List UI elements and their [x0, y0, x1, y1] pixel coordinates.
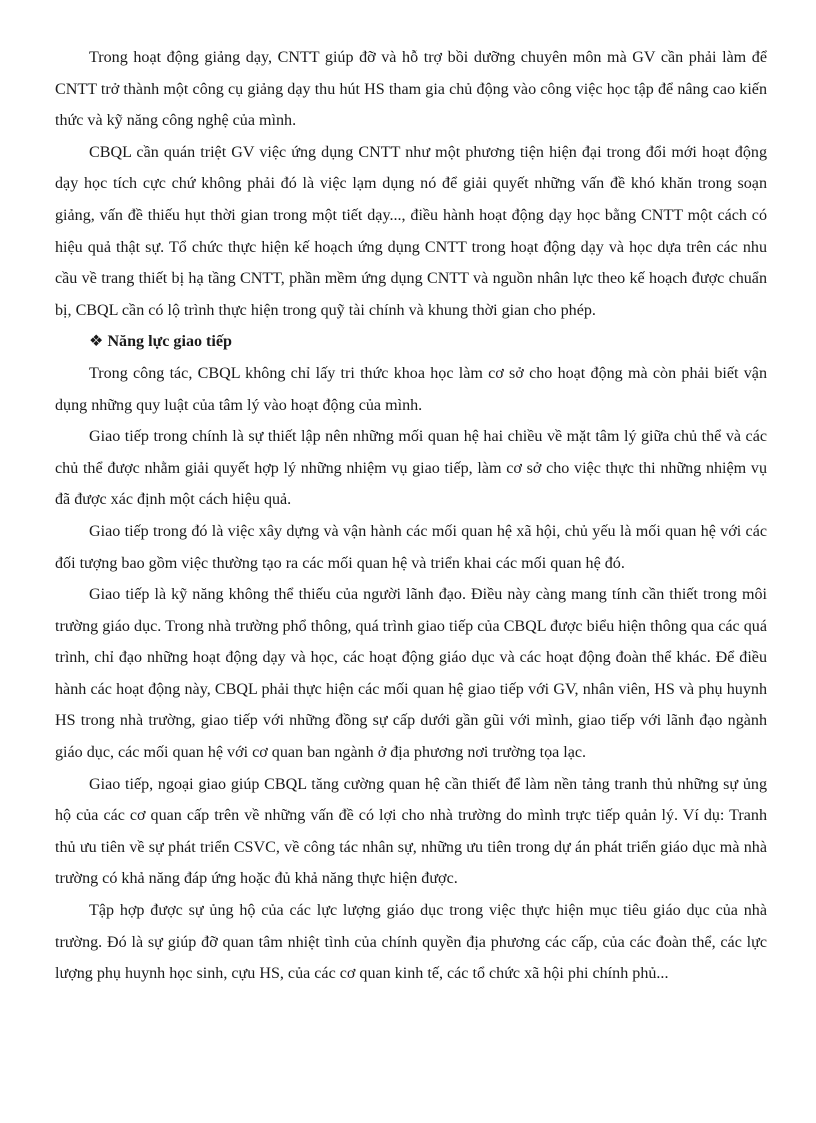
- paragraph-cntt-support: Trong hoạt động giảng dạy, CNTT giúp đỡ và hỗ trợ bồi dưỡng chuyên môn mà GV cần phải làm để CNTT trở thành một công cụ giảng dạy thu hút HS tham gia chủ động vào công việc học tập để nâng cao kiến thức và kỹ năng công nghệ của mình.: [55, 49, 767, 130]
- paragraph-ngoai-giao: Giao tiếp, ngoại giao giúp CBQL tăng cường quan hệ cần thiết để làm nền tảng tranh thủ những sự ủng hộ của các cơ quan cấp trên về những vấn đề có lợi cho nhà trường do mình trực tiếp quản lý. Ví dụ: Tranh thủ ưu tiên về sự phát triển CSVC, về công tác nhân sự, những ưu tiên trong dự án phát triển giáo dục mà nhà trường có khả năng đáp ứng hoặc đủ khả năng thực hiện được.: [55, 775, 767, 888]
- paragraph-tap-hop-ung-ho: Tập hợp được sự ủng hộ của các lực lượng giáo dục trong việc thực hiện mục tiêu giáo dục của nhà trường. Đó là sự giúp đỡ quan tâm nhiệt tình của chính quyền địa phương các cấp, của các đoàn thể, các lực lượng phụ huynh học sinh, cựu HS, của các cơ quan kinh tế, các tổ chức xã hội phi chính phủ...: [55, 902, 767, 983]
- diamond-bullet-icon: ❖: [89, 333, 104, 351]
- section-heading: [55, 326, 767, 358]
- paragraph-quan-he-xa-hoi: Giao tiếp trong đó là việc xây dựng và vận hành các mối quan hệ xã hội, chủ yếu là mối quan hệ với các đối tượng bao gồm việc thường tạo ra các mối quan hệ và triển khai các mối quan hệ đó.: [55, 522, 767, 572]
- section-heading-text: Năng lực giao tiếp: [107, 333, 232, 351]
- paragraph-ky-nang-lanh-dao: Giao tiếp là kỹ năng không thể thiếu của người lãnh đạo. Điều này càng mang tính cần thiết trong môi trường giáo dục. Trong nhà trường phổ thông, quá trình giao tiếp của CBQL được biểu hiện thông qua các quá trình, chỉ đạo những hoạt động dạy và học, các hoạt động giáo dục và các hoạt động đoàn thể khác. Để điều hành các hoạt động này, CBQL phải thực hiện các mối quan hệ giao tiếp với GV, nhân viên, HS và phụ huynh HS trong nhà trường, giao tiếp với những đồng sự cấp dưới gần gũi với mình, giao tiếp với lãnh đạo ngành giáo dục, các mối quan hệ với cơ quan ban ngành ở địa phương nơi trường tọa lạc.: [55, 586, 767, 762]
- paragraph-giao-tiep-dinh-nghia: Giao tiếp trong chính là sự thiết lập nên những mối quan hệ hai chiều về mặt tâm lý giữa chủ thể và các chủ thể được nhằm giải quyết hợp lý những nhiệm vụ giao tiếp, làm cơ sở cho việc thực thi những nhiệm vụ đã được xác định một cách hiệu quả.: [55, 428, 767, 509]
- paragraph-cbql-cntt: CBQL cần quán triệt GV việc ứng dụng CNTT như một phương tiện hiện đại trong đổi mới hoạt động dạy học tích cực chứ không phải đó là việc lạm dụng nó để giải quyết những vấn đề khó khăn trong soạn giảng, vấn đề thiếu hụt thời gian trong một tiết dạy..., điều hành hoạt động dạy học bằng CNTT một cách có hiệu quả thật sự. Tổ chức thực hiện kế hoạch ứng dụng CNTT trong hoạt động dạy và học dựa trên các nhu cầu về trang thiết bị hạ tầng CNTT, phần mềm ứng dụng CNTT và nguồn nhân lực theo kế hoạch được chuẩn bị, CBQL cần có lộ trình thực hiện trong quỹ tài chính và khung thời gian cho phép.: [55, 143, 767, 319]
- paragraph-tam-ly: Trong công tác, CBQL không chỉ lấy tri thức khoa học làm cơ sở cho hoạt động mà còn phải biết vận dụng những quy luật của tâm lý vào hoạt động của mình.: [55, 364, 767, 414]
- document-body: [55, 42, 767, 990]
